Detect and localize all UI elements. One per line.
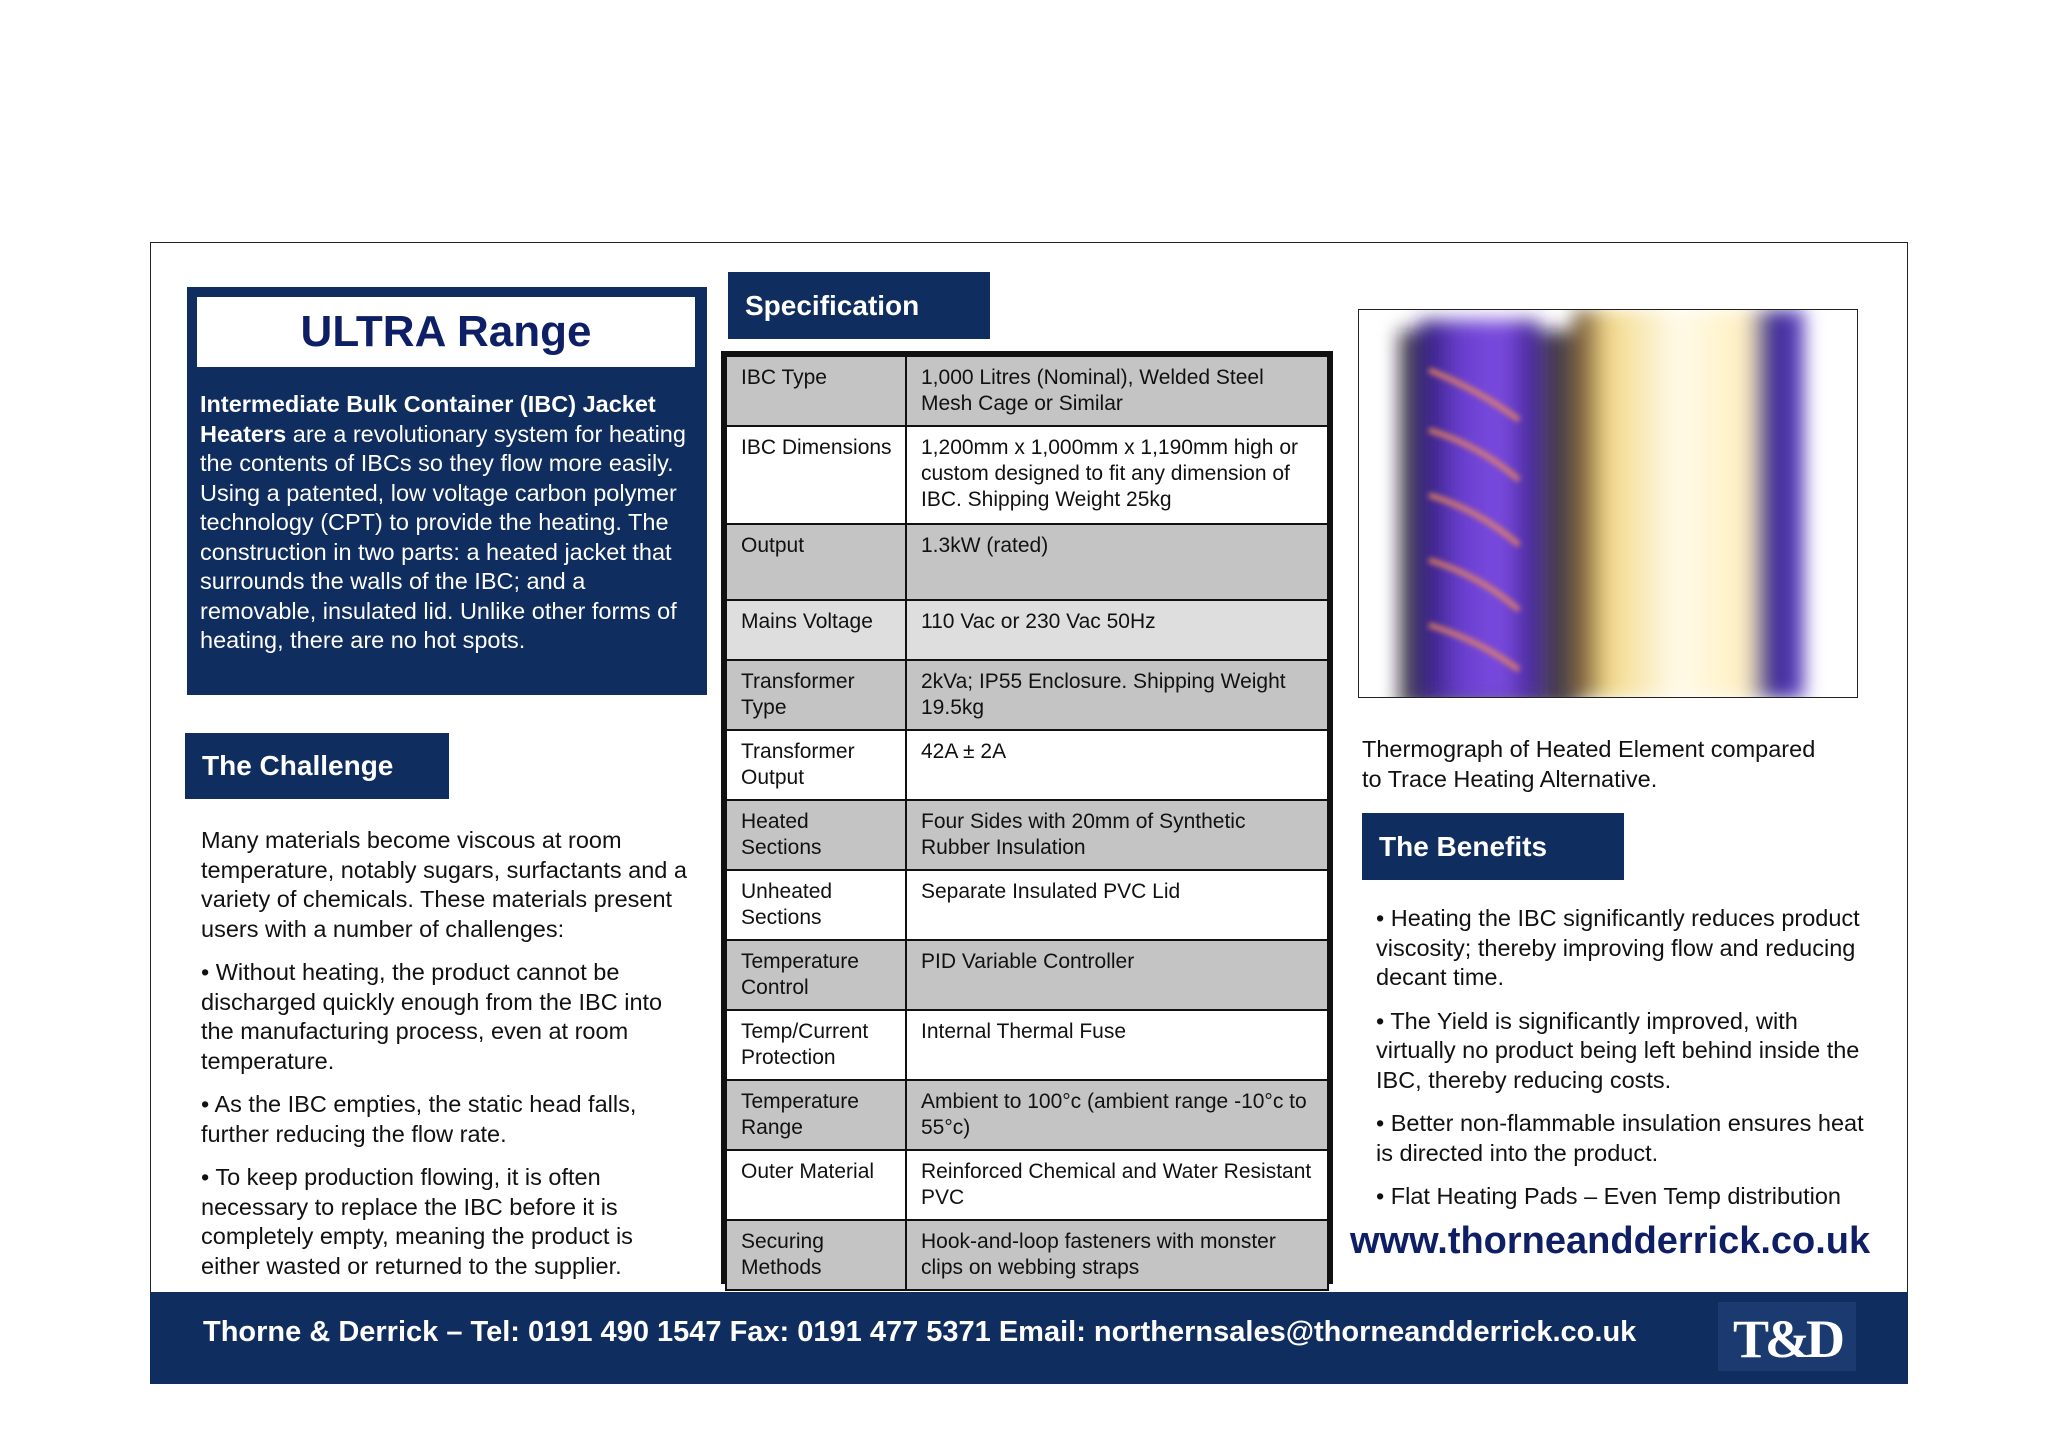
website-link[interactable]: www.thorneandderrick.co.uk — [1350, 1220, 1871, 1262]
spec-value: Reinforced Chemical and Water Resistant PVC — [906, 1150, 1328, 1220]
spec-value: 110 Vac or 230 Vac 50Hz — [906, 600, 1328, 660]
table-row — [726, 600, 1328, 660]
company-logo — [1718, 1302, 1856, 1371]
spec-value: 1,000 Litres (Nominal), Welded Steel Mesh Cage or Similar — [906, 356, 1328, 426]
benefit-item: • The Yield is significantly improved, with virtually no product being left behind inside the IBC, thereby reducing costs. — [1376, 1007, 1860, 1093]
spec-value: Hook-and-loop fasteners with monster clips on webbing straps — [906, 1220, 1328, 1290]
spec-value: Four Sides with 20mm of Synthetic Rubber Insulation — [906, 800, 1328, 870]
spec-key: Heated Sections — [726, 800, 906, 870]
intro-panel — [187, 287, 707, 695]
spec-value: 1.3kW (rated) — [906, 524, 1328, 600]
spec-key: Temperature Range — [726, 1080, 906, 1150]
benefit-item: • Better non-flammable insulation ensures heat is directed into the product. — [1376, 1110, 1864, 1166]
intro-bold-lead: Intermediate Bulk Container (IBC) Jacket Heaters — [200, 391, 656, 447]
spec-value: Separate Insulated PVC Lid — [906, 870, 1328, 940]
benefits-heading: The Benefits — [1379, 830, 1548, 862]
logo-text: T&D — [1733, 1308, 1841, 1365]
intro-text — [200, 390, 695, 656]
footer-contact: Thorne & Derrick – Tel: 0191 490 1547 Fax: 0191 477 5371 Email: northernsales@thorneandderrick.co.uk — [203, 1316, 1637, 1348]
spec-key: Unheated Sections — [726, 870, 906, 940]
table-row — [726, 426, 1328, 524]
challenge-heading-tab — [185, 733, 449, 799]
benefit-item: • Flat Heating Pads – Even Temp distribution — [1376, 1183, 1841, 1209]
spec-value: Internal Thermal Fuse — [906, 1010, 1328, 1080]
table-row — [726, 1010, 1328, 1080]
table-row — [726, 356, 1328, 426]
thermograph-image — [1358, 309, 1858, 698]
benefit-item: • Heating the IBC significantly reduces product viscosity; thereby improving flow and reducing decant time. — [1376, 905, 1860, 990]
challenge-heading: The Challenge — [202, 750, 394, 781]
table-row — [726, 1220, 1328, 1290]
table-row — [726, 660, 1328, 730]
spec-key: Securing Methods — [726, 1220, 906, 1290]
page-title: ULTRA Range — [300, 307, 592, 356]
spec-value: PID Variable Controller — [906, 940, 1328, 1010]
thermograph-caption: Thermograph of Heated Element compared to Trace Heating Alternative. — [1362, 736, 1816, 792]
table-row — [726, 800, 1328, 870]
specification-table — [721, 351, 1333, 1284]
benefits-list — [1376, 904, 1882, 1226]
title-box — [197, 297, 695, 367]
spec-value: 42A ± 2A — [906, 730, 1328, 800]
specification-heading: Specification — [745, 289, 920, 321]
spec-key: IBC Type — [726, 356, 906, 426]
table-row — [726, 730, 1328, 800]
spec-key: Mains Voltage — [726, 600, 906, 660]
spec-value: Ambient to 100°c (ambient range -10°c to 55°c) — [906, 1080, 1328, 1150]
spec-value: 1,200mm x 1,000mm x 1,190mm high or custom designed to fit any dimension of IBC. Shipping Weight 25kg — [906, 426, 1328, 524]
spec-key: Temperature Control — [726, 940, 906, 1010]
footer-bar — [150, 1292, 1908, 1384]
challenge-paragraph: Many materials become viscous at room temperature, notably sugars, surfactants and a variety of chemicals. These materials present users with a number of challenges: — [201, 827, 687, 942]
spec-key: Outer Material — [726, 1150, 906, 1220]
challenge-text — [201, 826, 691, 1295]
table-row — [726, 524, 1328, 600]
table-row — [726, 1150, 1328, 1220]
challenge-paragraph: • To keep production flowing, it is often necessary to replace the IBC before it is completely empty, meaning the product is either wasted or returned to the supplier. — [201, 1164, 633, 1279]
challenge-paragraph: • Without heating, the product cannot be discharged quickly enough from the IBC into the manufacturing process, even at room temperature. — [201, 959, 663, 1074]
spec-key: Temp/Current Protection — [726, 1010, 906, 1080]
table-row — [726, 1080, 1328, 1150]
benefits-heading-tab — [1362, 813, 1624, 880]
td-logo-icon — [1725, 1309, 1849, 1365]
spec-key: Output — [726, 524, 906, 600]
intro-body: are a revolutionary system for heating the contents of IBCs so they flow more easily. Using a patented, low voltage carbon polymer technology (CPT) to provide the heating. The construction in two parts: a heated jacket that surrounds the walls of the IBC; and a removable, insulated lid. Unlike other forms of heating, there are no hot spots. — [200, 420, 686, 653]
spec-key: Transformer Output — [726, 730, 906, 800]
specification-heading-tab — [728, 272, 990, 339]
table-row — [726, 940, 1328, 1010]
spec-value: 2kVa; IP55 Enclosure. Shipping Weight 19.5kg — [906, 660, 1328, 730]
challenge-paragraph: • As the IBC empties, the static head falls, further reducing the flow rate. — [201, 1091, 637, 1147]
table-row — [726, 870, 1328, 940]
spec-key: IBC Dimensions — [726, 426, 906, 524]
thermograph-graphic — [1359, 310, 1858, 698]
spec-key: Transformer Type — [726, 660, 906, 730]
